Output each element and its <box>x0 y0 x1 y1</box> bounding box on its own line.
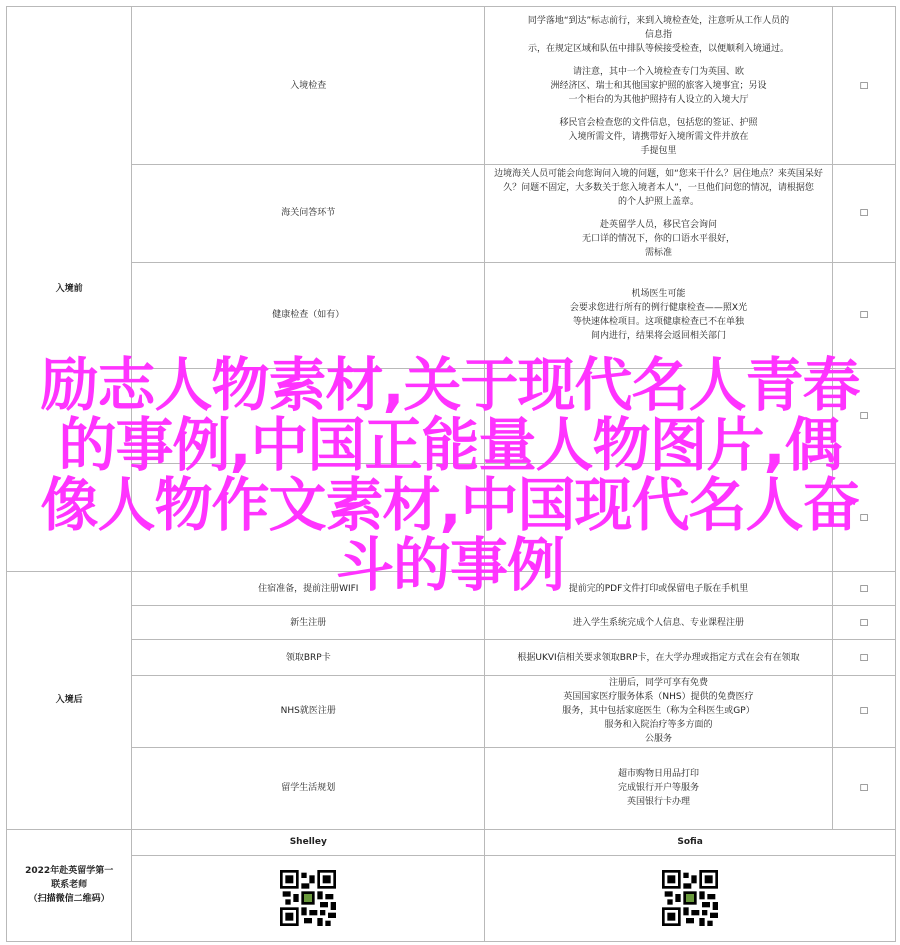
checkbox[interactable]: □ <box>832 368 895 463</box>
description-line: 服务，其中包括家庭医生（称为全科医生或GP） <box>562 706 755 717</box>
description-line: 同学落地“到达”标志前行，来到入境检查处，注意听从工作人员的 <box>527 15 790 26</box>
qr-cell-right <box>485 855 896 941</box>
description-line: 的个人护照上盖章。 <box>617 196 699 207</box>
watermark-line: 斗的事例 <box>335 531 564 599</box>
step-description <box>485 606 833 640</box>
contact-label <box>7 829 132 941</box>
table-row <box>7 747 896 829</box>
description-line: 会要求您进行所有的例行健康检查——照X光 <box>569 303 748 314</box>
watermark-title <box>0 351 900 599</box>
qr-code-icon <box>662 870 718 926</box>
checkbox[interactable]: □ <box>832 165 895 262</box>
description-line: 完成银行开户等服务 <box>617 783 699 794</box>
step-name: 住宿准备，提前注册WIFI <box>132 572 485 606</box>
description-line: 边境海关人员可能会向您询问入境的问题，如“您来干什么？居住地点？来英国呆好 <box>494 168 823 179</box>
step-name: 海关问答环节 <box>132 165 485 262</box>
description-line: 公服务 <box>644 734 672 745</box>
after-category-label: 入境后 <box>7 572 132 830</box>
step-name: 入境检查 <box>132 7 485 165</box>
description-line: 久？问题不固定，大多数关于您入境者本人”，一旦他们问您的情况，请根据您 <box>503 182 814 193</box>
description-line: 请注意，其中一个入境检查专门为英国、欧 <box>572 66 744 77</box>
contact-label-line: 2022年赴英留学第一 <box>25 866 114 877</box>
checkbox[interactable]: □ <box>832 7 895 165</box>
table-row <box>7 606 896 640</box>
line-gap <box>491 56 826 65</box>
description-line: 等快速体检项目。这项健康检查已不在单独 <box>572 317 744 328</box>
description-line: 一个柜台的为其他护照持有人设立的入境大厅 <box>568 94 749 105</box>
description-line: 间内进行，结果将会返回相关部门 <box>590 331 726 342</box>
watermark-line: 像人物作文素材,中国现代名人奋 <box>40 471 860 539</box>
watermark-line: 的事例,中国正能量人物图片,偶 <box>58 411 842 479</box>
description-line: 机场医生可能 <box>631 289 686 300</box>
description-line: 赴英留学人员，移民官会询问 <box>599 219 717 230</box>
description-line: 移民官会检查您的文件信息，包括您的签证、护照 <box>559 117 758 128</box>
contact-qr-row <box>7 855 896 941</box>
watermark-line: 励志人物素材,关于现代名人青春 <box>40 351 860 419</box>
checkbox[interactable]: □ <box>832 640 895 676</box>
step-description <box>485 640 833 676</box>
advisor-name-right: Sofia <box>485 829 896 855</box>
description-line: 根据UKVI信相关要求领取BRP卡，在大学办理或指定方式在会有在领取 <box>517 652 800 663</box>
step-description <box>485 7 833 165</box>
step-name: 新生注册 <box>132 606 485 640</box>
description-line: 注册后，同学可享有免费 <box>608 678 708 689</box>
table-row <box>7 640 896 676</box>
step-name: 领取BRP卡 <box>132 640 485 676</box>
table-row <box>7 676 896 747</box>
qr-code-icon <box>280 870 336 926</box>
description-line: 示，在规定区域和队伍中排队等候接受检查，以便顺利入境通过。 <box>527 43 789 54</box>
before-category-label: 入境前 <box>7 7 132 572</box>
description-line: 服务和入院治疗等多方面的 <box>604 720 713 731</box>
step-name: 健康检查（如有） <box>132 262 485 368</box>
step-description <box>485 676 833 747</box>
checkbox[interactable]: □ <box>832 572 895 606</box>
description-line: 需标准 <box>644 247 672 258</box>
advisor-name-left: Shelley <box>132 829 485 855</box>
checkbox[interactable]: □ <box>832 676 895 747</box>
description-line: 信息指 <box>644 29 672 40</box>
contact-label-line: 联系老师 <box>51 880 88 891</box>
qr-cell-left <box>132 855 485 941</box>
description-line: 英国银行卡办理 <box>626 797 690 808</box>
contact-label-line: （扫描微信二维码） <box>28 894 110 905</box>
table-row <box>7 165 896 262</box>
description-line: 提前完的PDF文件打印或保留电子版在手机里 <box>568 583 749 594</box>
checkbox[interactable]: □ <box>832 463 895 571</box>
line-gap <box>491 209 826 218</box>
step-name: NHS就医注册 <box>132 676 485 747</box>
description-line: 进入学生系统完成个人信息、专业课程注册 <box>572 617 744 628</box>
contact-names-row <box>7 829 896 855</box>
description-line: 英国国家医疗服务体系（NHS）提供的免费医疗 <box>563 692 754 703</box>
description-line: 入境所需文件，请携带好入境所需文件并放在 <box>568 131 749 142</box>
description-line: 无口详的情况下，你的口语水平很好， <box>581 233 735 244</box>
description-line: 超市购物日用品打印 <box>617 769 699 780</box>
description-line: 手提包里 <box>640 145 677 156</box>
table-row <box>7 7 896 165</box>
checkbox[interactable]: □ <box>832 606 895 640</box>
line-gap <box>491 107 826 116</box>
checkbox[interactable]: □ <box>832 262 895 368</box>
checkbox[interactable]: □ <box>832 747 895 829</box>
step-description <box>485 165 833 262</box>
step-description <box>485 747 833 829</box>
description-line: 洲经济区、瑞士和其他国家护照的旅客入境事宜；另设 <box>550 80 767 91</box>
step-name: 留学生活规划 <box>132 747 485 829</box>
